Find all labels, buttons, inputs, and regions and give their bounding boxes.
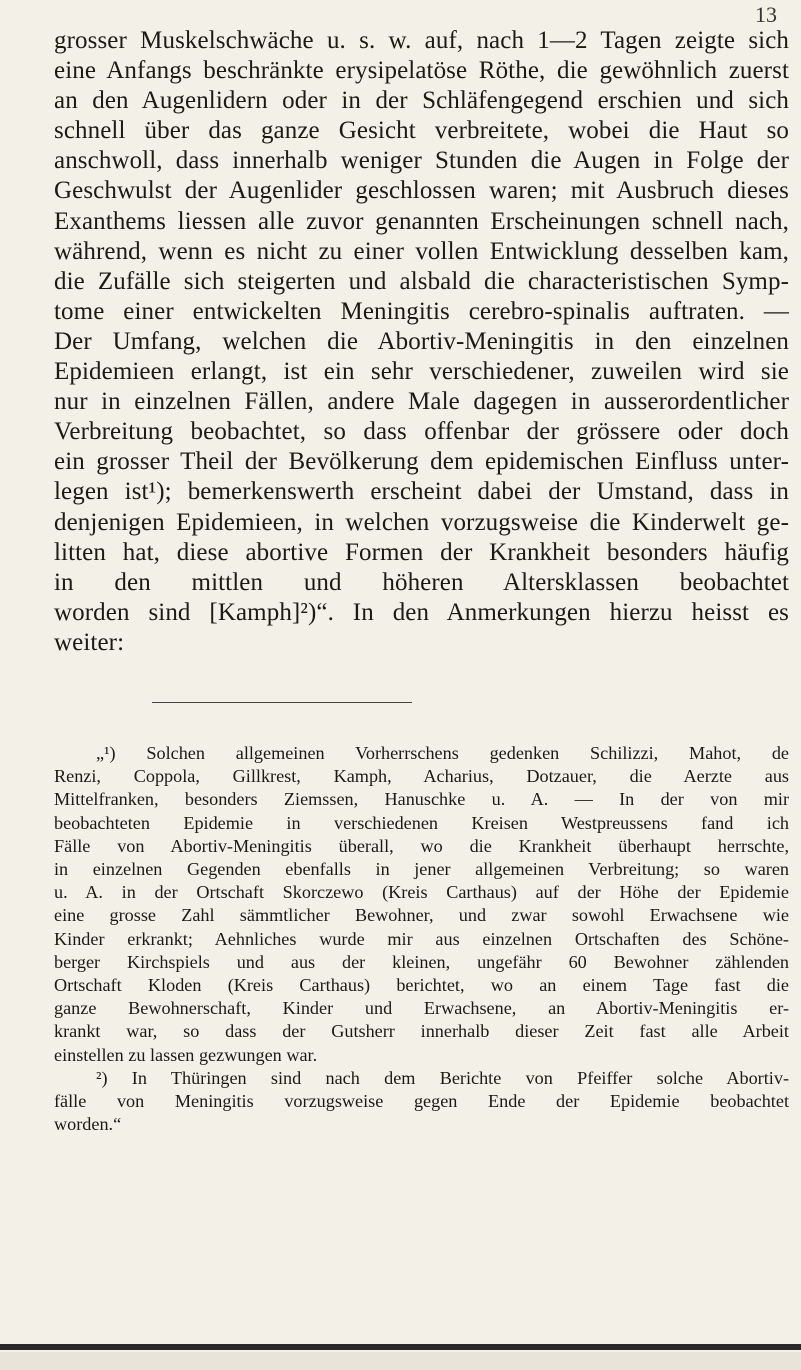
text-line: denjenigen Epidemieen, in welchen vorzugsweise die Kinderwelt ge-	[54, 508, 789, 536]
footnote-divider	[152, 702, 412, 703]
text-line: die Zufälle sich steigerten und alsbald die characteristischen Symp-	[54, 267, 789, 295]
text-line: schnell über das ganze Gesicht verbreitete, wobei die Haut so	[54, 117, 789, 145]
footnote-line: ganze Bewohnerschaft, Kinder und Erwachsene, an Abortiv-Meningitis er-	[54, 998, 789, 1019]
footnote-line: berger Kirchspiels und aus der kleinen, ungefähr 60 Bewohner zählenden	[54, 951, 789, 972]
footnote-line: Renzi, Coppola, Gillkrest, Kamph, Acharius, Dotzauer, die Aerzte aus	[54, 766, 789, 787]
text-line: während, wenn es nicht zu einer vollen Entwicklung desselben kam,	[54, 237, 789, 265]
text-line: Geschwulst der Augenlider geschlossen waren; mit Ausbruch dieses	[54, 177, 789, 205]
page-number: 13	[755, 2, 777, 27]
text-line: litten hat, diese abortive Formen der Krankheit besonders häufig	[54, 538, 789, 566]
text-line: in den mittlen und höheren Altersklassen beobachtet	[54, 568, 789, 596]
footnote-line: Mittelfranken, besonders Ziemssen, Hanuschke u. A. — In der von mir	[54, 789, 789, 810]
footnote-line: Fälle von Abortiv-Meningitis überall, wo die Krankheit überhaupt herrschte,	[54, 835, 789, 856]
text-line: grosser Muskelschwäche u. s. w. auf, nach 1—2 Tagen zeigte sich	[54, 27, 789, 54]
footnote-line: worden.“	[54, 1114, 122, 1135]
footnote-line: ²) In Thüringen sind nach dem Berichte von Pfeiffer solche Abortiv-	[96, 1067, 789, 1088]
footnote-line: fälle von Meningitis vorzugsweise gegen Ende der Epidemie beobachtet	[54, 1091, 789, 1112]
text-line: ein grosser Theil der Bevölkerung dem epidemischen Einfluss unter-	[54, 448, 789, 476]
text-line: an den Augenlidern oder in der Schläfengegend erschien und sich	[54, 87, 789, 115]
main-text	[54, 26, 789, 658]
text-line: nur in einzelnen Fällen, andere Male dagegen in ausserordentlicher	[54, 388, 789, 416]
text-line: eine Anfangs beschränkte erysipelatöse Röthe, die gewöhnlich zuerst	[54, 57, 789, 85]
footnote-line: eine grosse Zahl sämmtlicher Bewohner, und zwar sowohl Erwachsene wie	[54, 905, 789, 926]
footnote-line: „¹) Solchen allgemeinen Vorherrschens gedenken Schilizzi, Mahot, de	[96, 743, 789, 763]
footnote-line: u. A. in der Ortschaft Skorczewo (Kreis Carthaus) auf der Höhe der Epidemie	[54, 882, 789, 903]
footnote-line: Kinder erkrankt; Aehnliches wurde mir aus einzelnen Ortschaften des Schöne-	[54, 928, 789, 949]
footnote-line: in einzelnen Gegenden ebenfalls in jener allgemeinen Verbreitung; so waren	[54, 859, 789, 880]
footnote-line: Ortschaft Kloden (Kreis Carthaus) berichtet, wo an einem Tage fast die	[54, 975, 789, 996]
text-line: worden sind [Kamph]²)“. In den Anmerkungen hierzu heisst es	[54, 598, 789, 626]
scan-margin	[0, 1352, 801, 1370]
footnote-line: krankt war, so dass der Gutsherr innerhalb dieser Zeit fast alle Arbeit	[54, 1021, 789, 1042]
text-line: Verbreitung beobachtet, so dass offenbar der grössere oder doch	[54, 418, 789, 446]
text-line: Der Umfang, welchen die Abortiv-Meningitis in den einzelnen	[54, 327, 789, 355]
text-line: tome einer entwickelten Meningitis cerebro-spinalis auftraten. —	[54, 297, 789, 325]
text-line: legen ist¹); bemerkenswerth erscheint dabei der Umstand, dass in	[54, 478, 789, 506]
text-line: Exanthems liessen alle zuvor genannten Erscheinungen schnell nach,	[54, 207, 789, 235]
footnote-line: einstellen zu lassen gezwungen war.	[54, 1044, 318, 1065]
text-line: anschwoll, dass innerhalb weniger Stunden die Augen in Folge der	[54, 147, 789, 175]
footnotes	[54, 742, 789, 1136]
text-line: weiter:	[54, 628, 125, 656]
text-line: Epidemieen erlangt, ist ein sehr verschiedener, zuweilen wird sie	[54, 358, 789, 386]
footnote-line: beobachteten Epidemie in verschiedenen Kreisen Westpreussens fand ich	[54, 812, 789, 833]
scan-edge-band	[0, 1344, 801, 1350]
